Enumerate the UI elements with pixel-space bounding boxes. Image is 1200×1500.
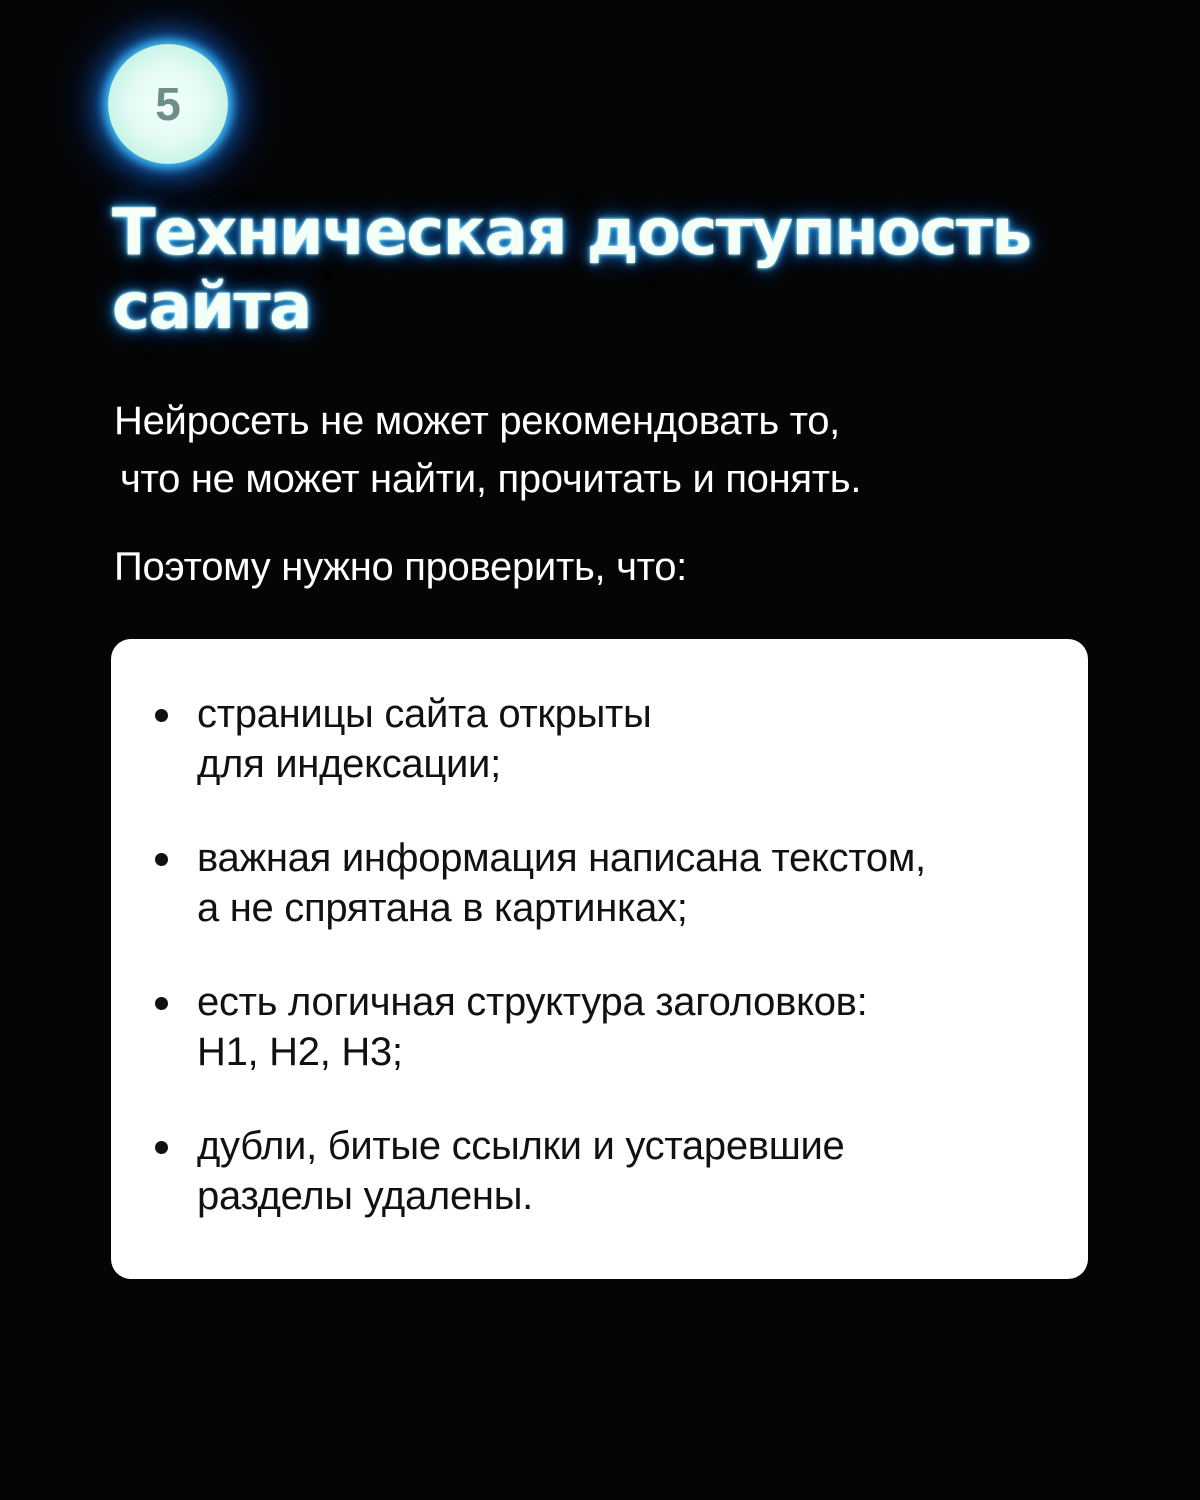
list-item-line: дубли, битые ссылки и устаревшие <box>197 1124 845 1168</box>
list-item-line: страницы сайта открыты <box>197 692 652 736</box>
bullet-icon <box>155 709 168 722</box>
list-item-line: для индексации; <box>197 742 501 786</box>
step-number-badge <box>108 44 228 164</box>
list-item-line: а не спрятана в картинках; <box>197 886 688 930</box>
checklist <box>111 689 1088 1265</box>
bullet-icon <box>155 997 168 1010</box>
title-line: Техническая доступность <box>112 196 1031 270</box>
list-item-line: есть логичная структура заголовков: <box>197 980 868 1024</box>
bullet-icon <box>155 853 168 866</box>
list-item <box>111 833 1088 933</box>
slide-title <box>112 196 1112 344</box>
list-item-line: важная информация написана текстом, <box>197 836 926 880</box>
checklist-card <box>111 639 1088 1279</box>
intro-line: что не может найти, прочитать и понять. <box>120 457 862 501</box>
step-number: 5 <box>155 78 181 130</box>
list-item <box>111 977 1088 1077</box>
bullet-icon <box>155 1141 168 1154</box>
list-item-line: разделы удалены. <box>197 1174 533 1218</box>
intro-paragraph <box>114 392 1074 508</box>
list-item <box>111 689 1088 789</box>
intro-line: Нейросеть не может рекомендовать то, <box>114 399 840 443</box>
checklist-lead: Поэтому нужно проверить, что: <box>114 545 687 589</box>
list-item-line: H1, H2, H3; <box>197 1030 403 1074</box>
list-item <box>111 1121 1088 1221</box>
title-line: сайта <box>112 270 311 344</box>
